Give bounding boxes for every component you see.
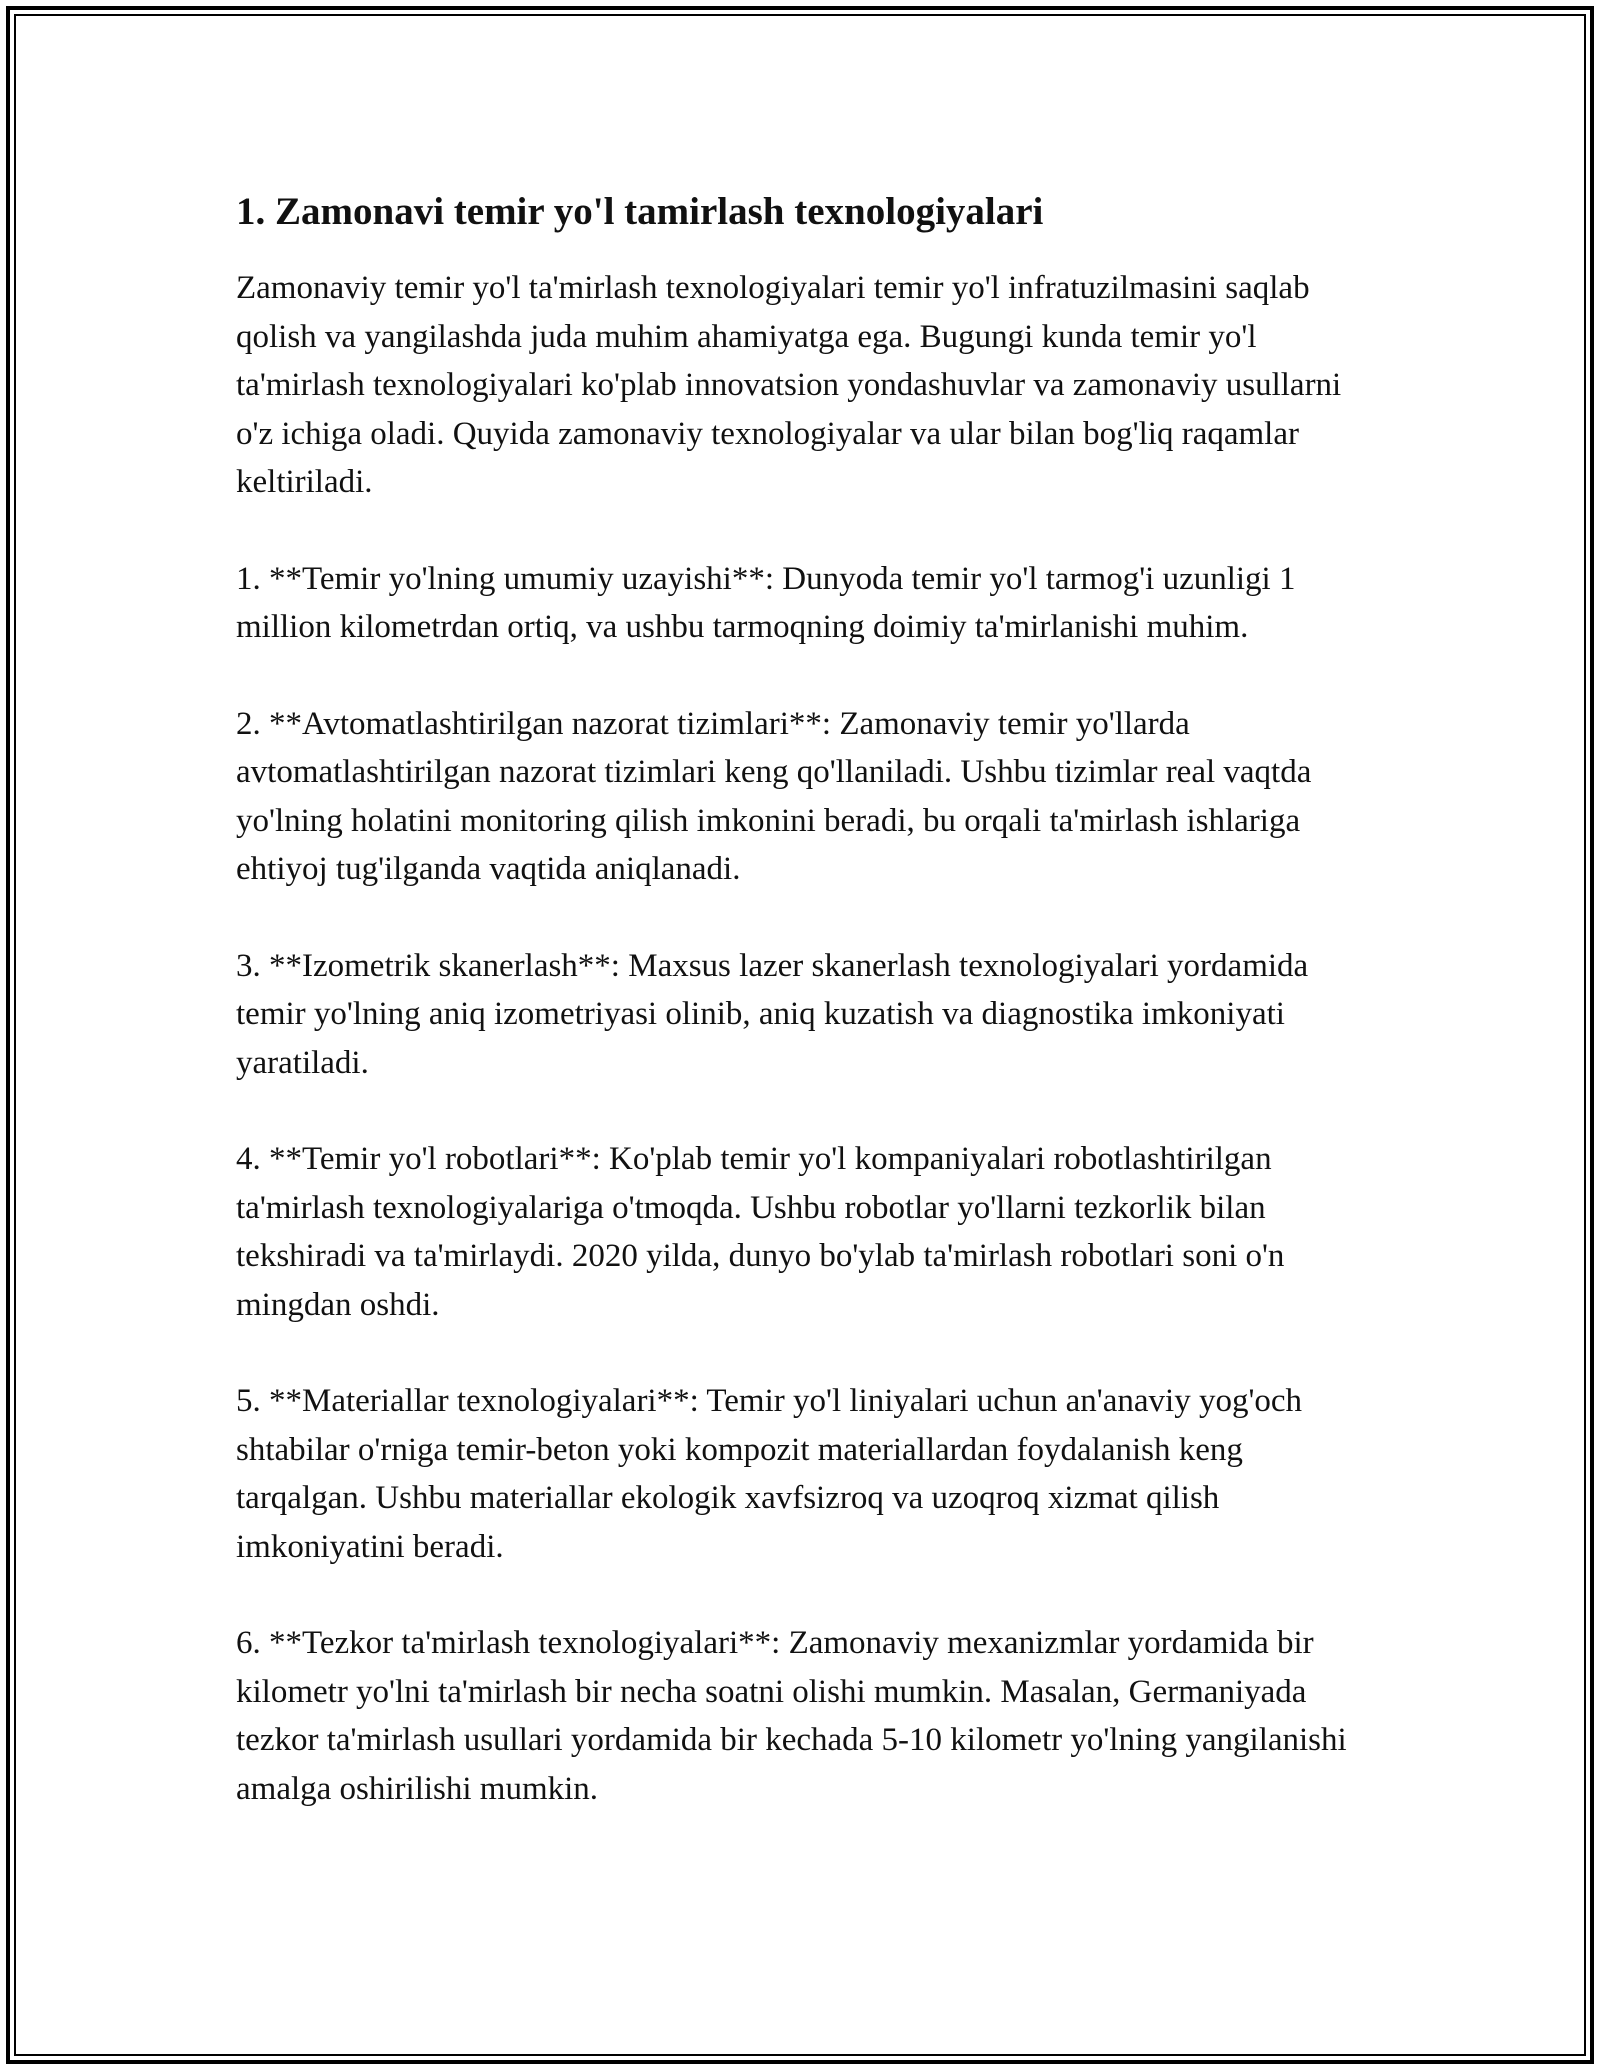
list-item-4: 4. **Temir yo'l robotlari**: Ko'plab temir yo'l kompaniyalari robotlashtirilgan ta'mirlash texnologiyalariga o'tmoqda. Ushbu robotlar yo'llarni tezkorlik bilan tekshiradi va ta'mirlaydi. 2020 yilda, dunyo bo'ylab ta'mirlash robotlari soni o'n mingdan oshdi. bbox=[236, 1141, 1285, 1323]
list-item-2: 2. **Avtomatlashtirilgan nazorat tizimlari**: Zamonaviy temir yo'llarda avtomatlashtirilgan nazorat tizimlari keng qo'llaniladi. Ushbu tizimlar real vaqtda yo'lning holatini monitoring qilish imkonini beradi, bu orqali ta'mirlash ishlariga ehtiyoj tug'ilganda vaqtida aniqlanadi. bbox=[236, 705, 1312, 887]
list-item-5: 5. **Materiallar texnologiyalari**: Temir yo'l liniyalari uchun an'anaviy yog'och shtabilar o'rniga temir-beton yoki kompozit materiallardan foydalanish keng tarqalgan. Ushbu materiallar ekologik xavfsizroq va uzoqroq xizmat qilish imkoniyatini beradi. bbox=[236, 1383, 1303, 1565]
document-title: 1. Zamonavi temir yo'l tamirlash texnologiyalari bbox=[236, 190, 1044, 233]
list-item-6: 6. **Tezkor ta'mirlash texnologiyalari**: Zamonaviy mexanizmlar yordamida bir kilometr yo'lni ta'mirlash bir necha soatni olishi mumkin. Masalan, Germaniyada tezkor ta'mirlash usullari yordamida bir kechada 5-10 kilometr yo'lning yangilanishi amalga oshirilishi mumkin. bbox=[236, 1625, 1347, 1807]
list-item-1: 1. **Temir yo'lning umumiy uzayishi**: Dunyoda temir yo'l tarmog'i uzunligi 1 million kilometrdan ortiq, va ushbu tarmoqning doimiy ta'mirlanishi muhim. bbox=[236, 560, 1296, 645]
document-body bbox=[236, 182, 1356, 1861]
list-item-3: 3. **Izometrik skanerlash**: Maxsus lazer skanerlash texnologiyalari yordamida temir yo'lning aniq izometriyasi olinib, aniq kuzatish va diagnostika imkoniyati yaratiladi. bbox=[236, 947, 1309, 1081]
intro-paragraph: Zamonaviy temir yo'l ta'mirlash texnologiyalari temir yo'l infratuzilmasini saqlab qolish va yangilashda juda muhim ahamiyatga ega. Bugungi kunda temir yo'l ta'mirlash texnologiyalari ko'plab innovatsion yondashuvlar va zamonaviy usullarni o'z ichiga oladi. Quyida zamonaviy texnologiyalar va ular bilan bog'liq raqamlar keltiriladi. bbox=[236, 270, 1342, 500]
